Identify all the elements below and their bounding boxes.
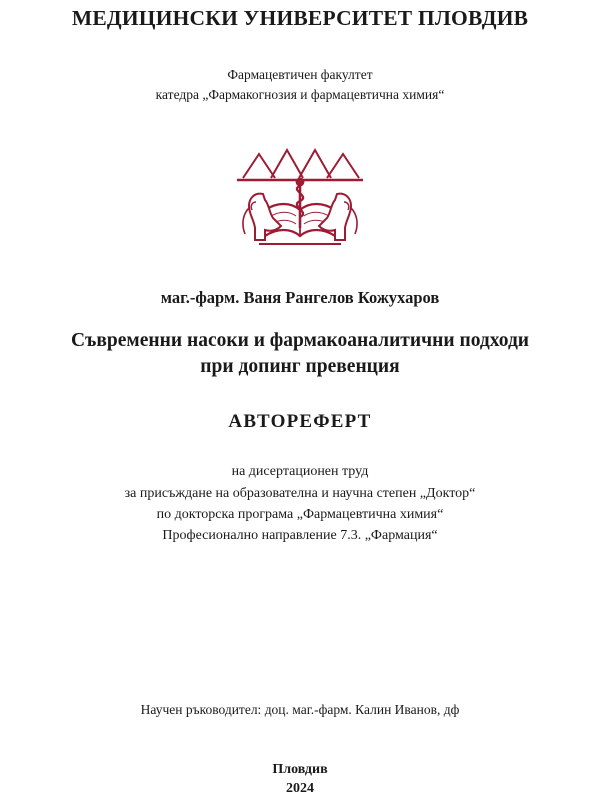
document-type: АВТОРЕФЕРТ — [228, 411, 372, 433]
subtitle-line-3: по докторска програма „Фармацевтична химия“ — [156, 506, 444, 522]
university-name: МЕДИЦИНСКИ УНИВЕРСИТЕТ ПЛОВДИВ — [71, 6, 529, 30]
subtitle-block — [125, 461, 476, 546]
author-name: маг.-фарм. Ваня Рангелов Кожухаров — [160, 287, 440, 307]
faculty-name: Фармацевтичен факултет — [227, 67, 373, 82]
university-emblem-icon — [225, 132, 375, 268]
year: 2024 — [286, 781, 314, 796]
subtitle-line-2: за присъждане на образователна и научна степен „Доктор“ — [124, 485, 476, 501]
faculty-block — [156, 65, 445, 106]
dissertation-title — [30, 328, 570, 382]
dissertation-title-line-2: при допинг превенция — [200, 356, 400, 378]
department-name: катедра „Фармакогнозия и фармацевтична химия“ — [155, 87, 445, 103]
subtitle-line-4: Професионално направление 7.3. „Фармация“ — [162, 528, 438, 544]
subtitle-line-1: на дисертационен труд — [231, 464, 369, 480]
emblem-container — [225, 132, 375, 268]
dissertation-title-line-1: Съвременни насоки и фармакоаналитични подходи — [70, 329, 530, 351]
city-name: Пловдив — [272, 762, 328, 777]
academic-advisor: Научен ръководител: доц. маг.-фарм. Калин Иванов, дф — [140, 702, 460, 717]
